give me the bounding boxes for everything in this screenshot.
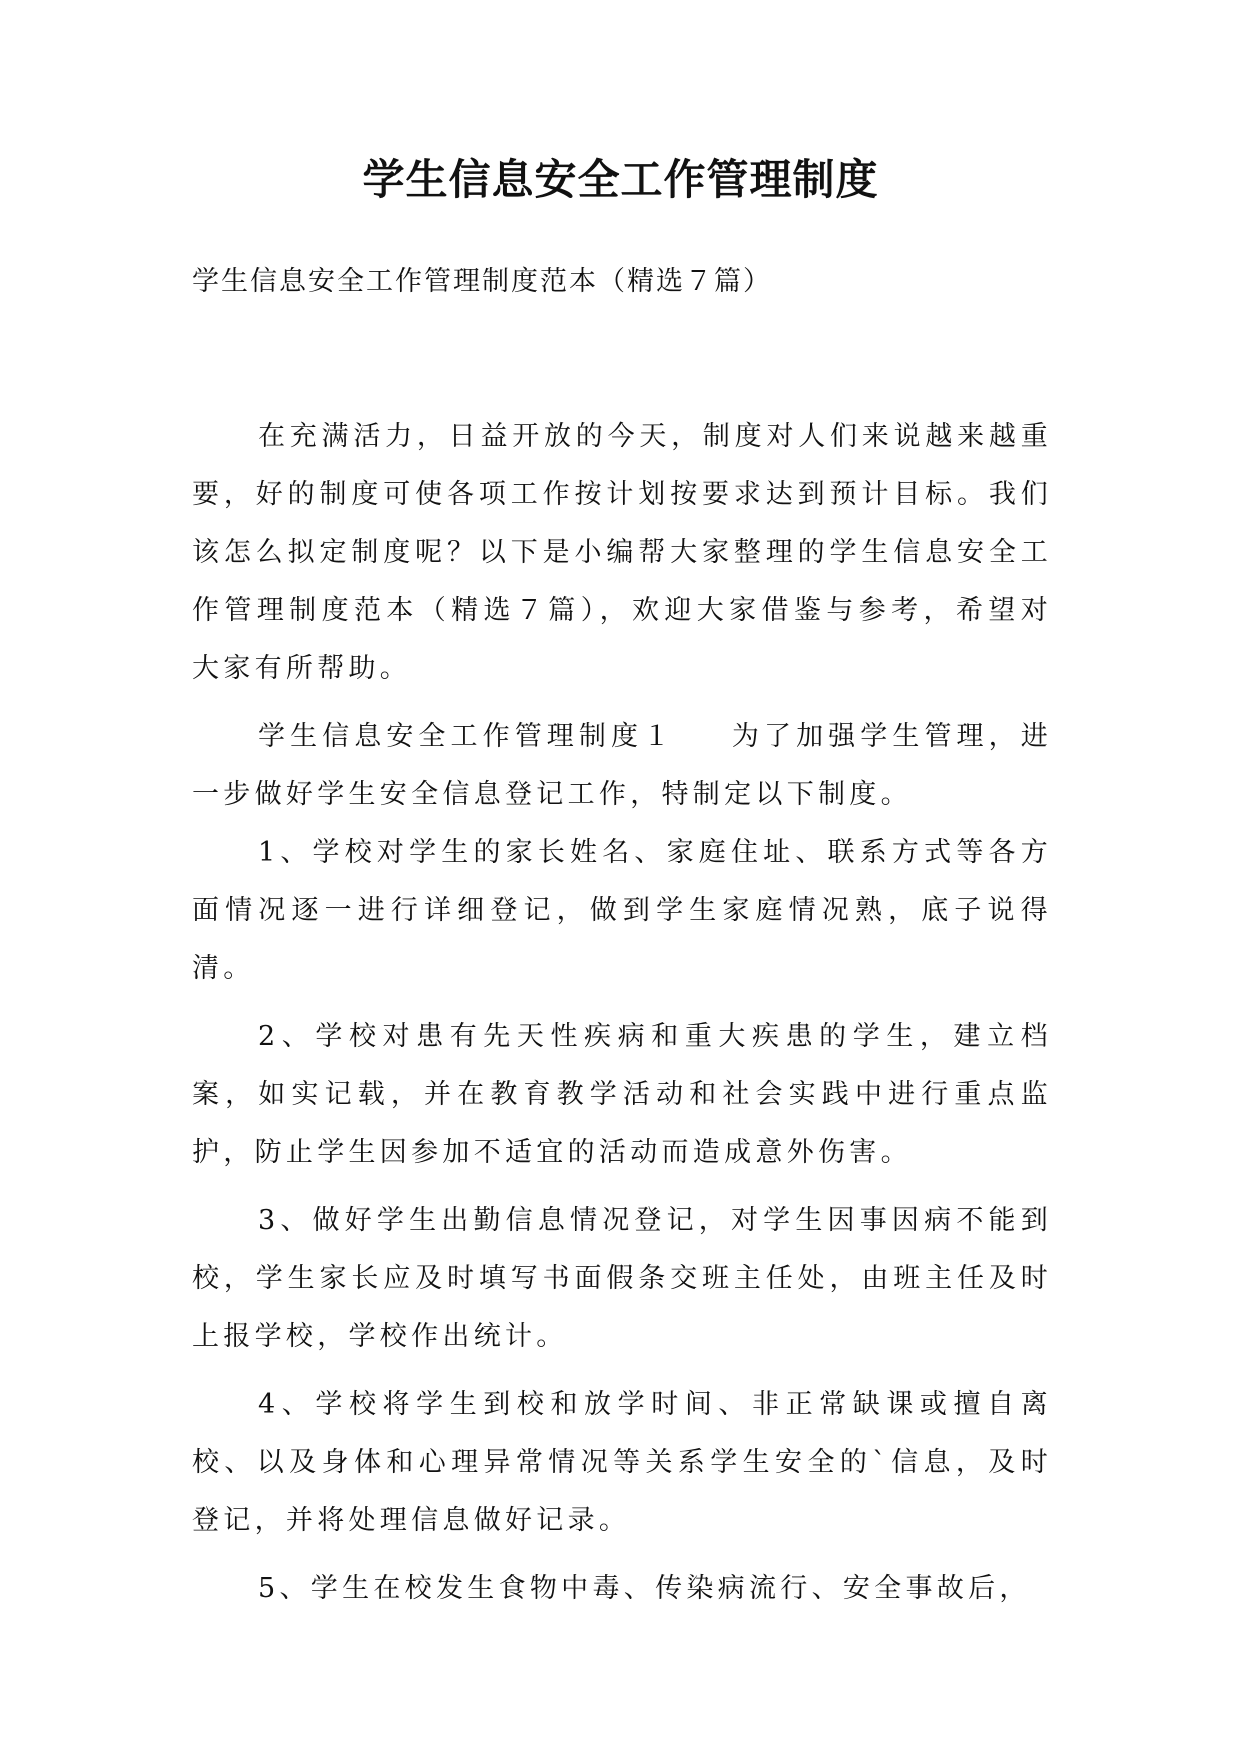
document-title: 学生信息安全工作管理制度: [362, 155, 879, 204]
document-subtitle: 学生信息安全工作管理制度范本（精选７篇）: [192, 266, 772, 297]
document-body: [192, 408, 1052, 1628]
section-1-paragraph: [192, 708, 1052, 824]
list-item: 3、做好学生出勤信息情况登记，对学生因事因病不能到校，学生家长应及时填写书面假条交班主任处，由班主任及时上报学校，学校作出统计。: [192, 1205, 1052, 1352]
intro-paragraph: 在充满活力，日益开放的今天，制度对人们来说越来越重要，好的制度可使各项工作按计划按要求达到预计目标。我们该怎么拟定制度呢？以下是小编帮大家整理的学生信息安全工作管理制度范本（精选７篇），欢迎大家借鉴与参考，希望对大家有所帮助。: [192, 421, 1052, 684]
list-item: 4、学校将学生到校和放学时间、非正常缺课或擅自离校、以及身体和心理异常情况等关系学生安全的`信息，及时登记，并将处理信息做好记录。: [192, 1389, 1052, 1536]
section-1-heading: 学生信息安全工作管理制度１: [258, 721, 676, 752]
list-item: 5、学生在校发生食物中毒、传染病流行、安全事故后，: [258, 1573, 1031, 1604]
list-item: 2、学校对患有先天性疾病和重大疾患的学生，建立档案，如实记载，并在教育教学活动和社会实践中进行重点监护，防止学生因参加不适宜的活动而造成意外伤害。: [192, 1021, 1052, 1168]
list-item: 1、学校对学生的家长姓名、家庭住址、联系方式等各方面情况逐一进行详细登记，做到学生家庭情况熟，底子说得清。: [192, 837, 1052, 984]
section-1-lead: 为了加强学生管理，进一步做好学生安全信息登记工作，特制定以下制度。: [192, 721, 1053, 810]
